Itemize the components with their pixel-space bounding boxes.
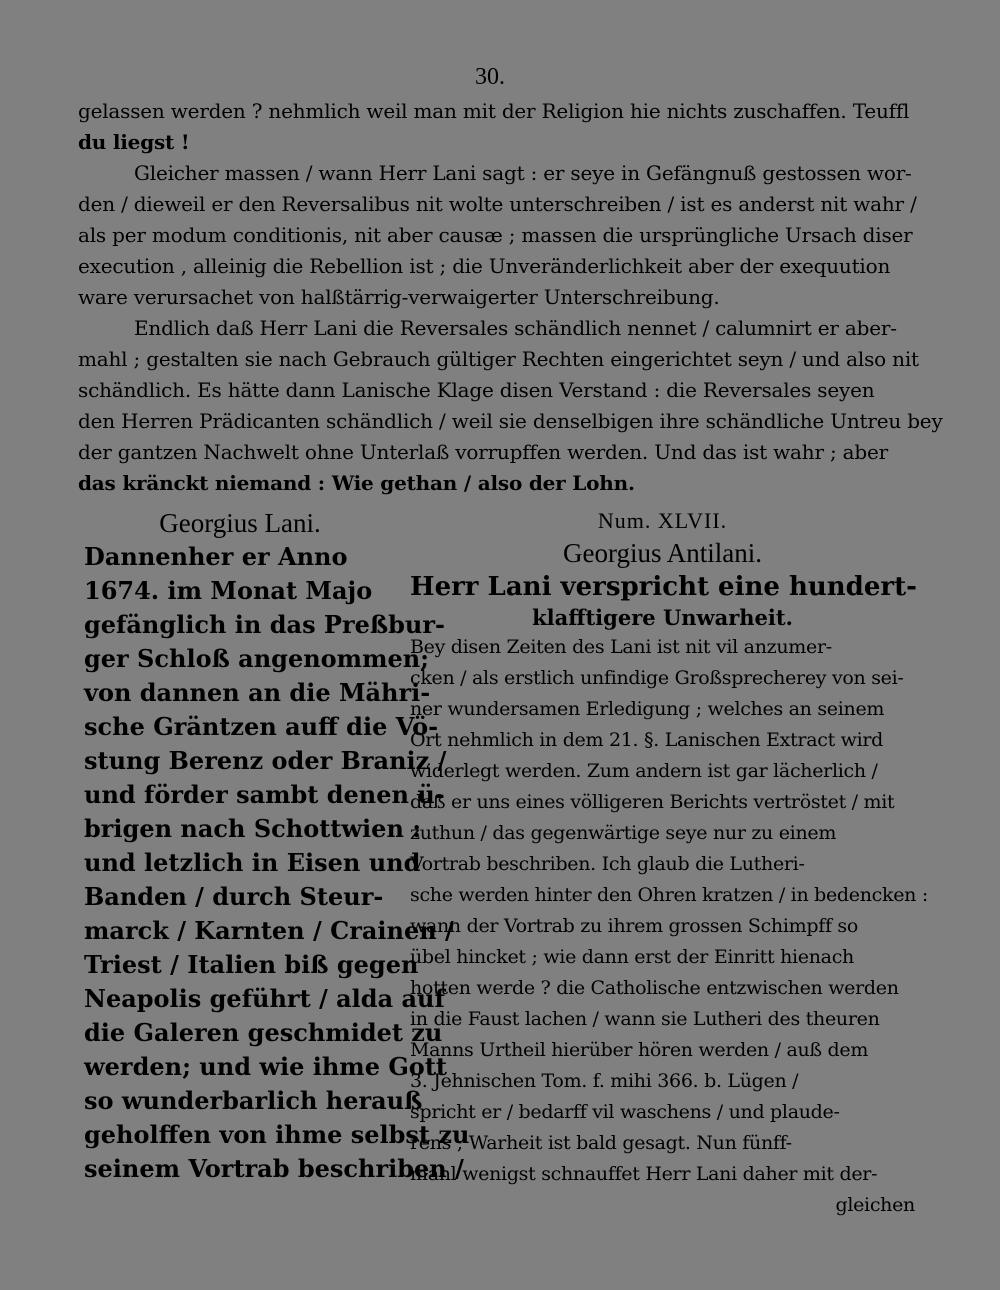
left-column-line: von dannen an die Mähri- (84, 678, 431, 707)
text-line: den / dieweil er den Reversalibus nit wolte unterschreiben / ist es anderst nit wahr / (78, 192, 917, 216)
right-column-line: hotten werde ? die Catholische entzwischen werden (410, 977, 899, 999)
left-column-line: seinem Vortrab beschriben / (84, 1154, 464, 1183)
catchword: gleichen (835, 1194, 915, 1216)
left-column-line: Banden / durch Steur- (84, 882, 384, 911)
right-column-heading: Georgius Antilani. (563, 538, 762, 568)
right-column-line: wann der Vortrab zu ihrem grossen Schimpff so (410, 915, 859, 937)
text-line: Gleicher massen / wann Herr Lani sagt : er seye in Gefängnuß gestossen wor- (134, 161, 912, 185)
left-column-heading: Georgius Lani. (159, 508, 321, 538)
left-column-line: so wunderbarlich herauß (84, 1086, 423, 1115)
right-column-number: Num. XLVII. (597, 508, 728, 533)
left-column-line: die Galeren geschmidet zu (84, 1018, 443, 1047)
text-line: gelassen werden ? nehmlich weil man mit der Religion hie nichts zuschaffen. Teuffl (78, 99, 910, 123)
top-text-block (78, 96, 943, 499)
left-column-line: 1674. im Monat Majo (84, 576, 373, 605)
left-column-line: Dannenher er Anno (84, 542, 348, 571)
left-column-line: geholffen von ihme selbst zu (84, 1120, 470, 1149)
right-column-line: Vortrab beschriben. Ich glaub die Lutheri- (410, 853, 805, 875)
right-column-line: übel hincket ; wie dann erst der Einritt hienach (410, 946, 854, 968)
left-column-line: gefänglich in das Preßbur- (84, 610, 445, 639)
right-column-line: cken / als erstlich unfindige Großsprecherey von sei- (410, 667, 904, 689)
text-line: ware verursachet von halßtärrig-verwaigerter Unterschreibung. (78, 285, 720, 309)
text-line: das kränckt niemand : Wie gethan / also der Lohn. (78, 471, 635, 495)
right-column-line: mahl wenigst schnauffet Herr Lani daher mit der- (410, 1163, 878, 1185)
right-column-line: sche werden hinter den Ohren kratzen / in bedencken : (410, 884, 928, 906)
text-line: den Herren Prädicanten schändlich / weil sie denselbigen ihre schändliche Untreu bey (78, 409, 943, 433)
left-column-line: Triest / Italien biß gegen (84, 950, 419, 979)
text-line: execution , alleinig die Rebellion ist ; die Unveränderlichkeit aber der exequution (78, 254, 891, 278)
right-column-line: Ort nehmlich in dem 21. §. Lanischen Extract wird (410, 729, 884, 751)
text-line: mahl ; gestalten sie nach Gebrauch gültiger Rechten eingerichtet seyn / und also nit (78, 347, 919, 371)
left-column-line: werden; und wie ihme Gott (84, 1052, 447, 1081)
left-column-line: und förder sambt denen ü- (84, 780, 445, 809)
right-column-line: zuthun / das gegenwärtige seye nur zu einem (410, 822, 837, 844)
left-column-line: marck / Karnten / Crainen / (84, 916, 454, 945)
right-column-subtitle: klafftigere Unwarheit. (532, 605, 793, 630)
right-column-line: spricht er / bedarff vil waschens / und plaude- (410, 1101, 840, 1123)
right-column-line: Manns Urtheil hierüber hören werden / auß dem (410, 1039, 869, 1061)
right-column-line: in die Faust lachen / wann sie Lutheri des theuren (410, 1008, 880, 1030)
left-column-line: brigen nach Schottwien : (84, 814, 422, 843)
left-column-line: stung Berenz oder Braniz / (84, 746, 447, 775)
right-column-title: Herr Lani verspricht eine hundert- (410, 572, 917, 602)
right-column-line: daß er uns eines völligeren Berichts vertröstet / mit (410, 791, 895, 813)
right-column (410, 506, 928, 1221)
text-line: schändlich. Es hätte dann Lanische Klage disen Verstand : die Reversales seyen (78, 378, 875, 402)
right-column-line: 3. Jehnischen Tom. f. mihi 366. b. Lügen / (410, 1070, 799, 1092)
right-column-line: widerlegt werden. Zum andern ist gar lächerlich / (410, 760, 878, 782)
left-column (84, 506, 470, 1186)
text-line: du liegst ! (78, 130, 190, 154)
right-column-line: Bey disen Zeiten des Lani ist nit vil anzumer- (410, 636, 832, 658)
left-column-line: Neapolis geführt / alda auf (84, 984, 445, 1013)
text-line: der gantzen Nachwelt ohne Unterlaß vorrupffen werden. Und das ist wahr ; aber (78, 440, 889, 464)
right-column-line: ner wundersamen Erledigung ; welches an seinem (410, 698, 885, 720)
text-line: als per modum conditionis, nit aber causæ ; massen die ursprüngliche Ursach diser (78, 223, 913, 247)
text-line: Endlich daß Herr Lani die Reversales schändlich nennet / calumnirt er aber- (134, 316, 897, 340)
left-column-line: und letzlich in Eisen und (84, 848, 421, 877)
left-column-line: sche Gräntzen auff die Vö- (84, 712, 439, 741)
page-number: 30. (475, 64, 505, 90)
right-column-line: rens ; Warheit ist bald gesagt. Nun fünff- (410, 1132, 792, 1154)
left-column-line: ger Schloß angenommen; (84, 644, 430, 673)
